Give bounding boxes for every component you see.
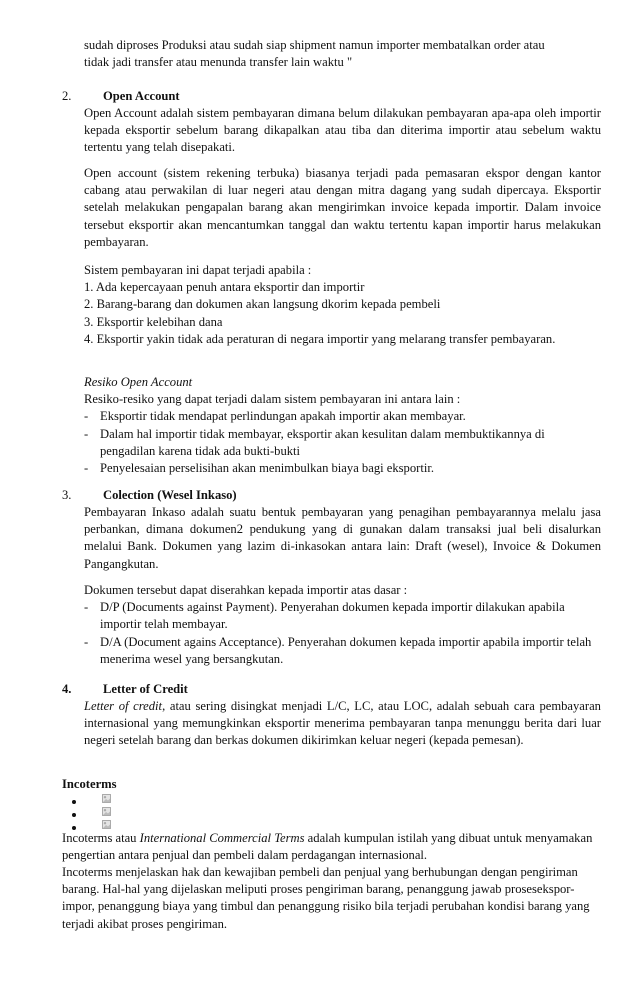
list-item: - D/A (Document agains Acceptance). Penyerahan dokumen kepada importir apabila importir telah menerima wesel yang bersangkutan.: [84, 634, 592, 666]
list-item: - Penyelesaian perselisihan akan menimbulkan biaya bagi eksportir.: [84, 461, 434, 476]
list-item: - D/P (Documents against Payment). Penyerahan dokumen kepada importir dilakukan apabila importir telah membayar.: [84, 600, 565, 632]
list-item: 4. Eksportir yakin tidak ada peraturan di negara importir yang melarang transfer pembayaran.: [84, 331, 556, 346]
bullet: [72, 813, 76, 817]
image-placeholder-icon: [102, 820, 111, 829]
section-heading-open-account: Open Account: [103, 89, 180, 103]
incoterms-heading: Incoterms: [62, 777, 117, 791]
list-intro: Sistem pembayaran ini dapat terjadi apabila :: [84, 263, 312, 277]
section-number: 4.: [62, 682, 72, 696]
intro-line: sudah diproses Produksi atau sudah siap shipment namun importer membatalkan order atau: [84, 38, 545, 52]
collection-paragraph: Pembayaran Inkaso adalah suatu bentuk pembayaran yang penagihan pembayarannya melalu jasa perbankan, dimana dokumen2 pendukung yang di gunakan dalam transaksi jual beli disalurkan melalui Bank. Dokumen yang lazim di-inkasokan antara lain: Draft (wesel), Invoice & Dokumen Pangangkutan.: [84, 505, 601, 571]
list-item: 3. Eksportir kelebihan dana: [84, 314, 223, 329]
section-number: 3.: [62, 488, 72, 502]
incoterms-paragraph: Incoterms menjelaskan hak dan kewajiban pembeli dan penjual yang berhubungan dengan pengiriman barang. Hal-hal yang dijelaskan meliputi proses pengiriman barang, penanggung jawab prosesekspor-impor, penanggung biaya yang timbul dan penanggung risiko bila terjadi perubahan kondisi barang yang terjadi akibat proses pengiriman.: [62, 865, 590, 931]
section-number: 2.: [62, 89, 72, 103]
risk-section: [84, 374, 601, 477]
list-item: 2. Barang-barang dan dokumen akan langsung dkorim kepada pembeli: [84, 297, 441, 312]
image-placeholder-icon: [102, 794, 111, 803]
collection-list: [84, 582, 601, 668]
list-item: - Dalam hal importir tidak membayar, eksportir akan kesulitan dalam membuktikannya di pengadilan karena tidak ada bukti-bukti: [84, 426, 545, 458]
section-heading-collection: Colection (Wesel Inkaso): [103, 488, 237, 502]
risk-intro: Resiko-resiko yang dapat terjadi dalam sistem pembayaran ini antara lain :: [84, 392, 461, 407]
open-account-paragraph: Open account (sistem rekening terbuka) biasanya terjadi pada pemasaran ekspor dengan kantor cabang atau perwakilan di luar negeri atau dengan mitra dagang yang sudah dipercaya. Eksportir setelah melakukan pengapalan barang akan mengirimkan invoice kepada importir. Dalam invoice tersebut eksportir akan mencantumkan tanggal dan waktu tertentu kapan importir harus melakukan pembayaran.: [84, 166, 601, 249]
risk-title: Resiko Open Account: [84, 375, 193, 389]
intro-line: tidak jadi transfer atau menunda transfer lain waktu ": [84, 55, 353, 70]
list-intro: Dokumen tersebut dapat diserahkan kepada importir atas dasar :: [84, 583, 408, 597]
list-item: 1. Ada kepercayaan penuh antara eksportir dan importir: [84, 280, 365, 295]
bullet: [72, 800, 76, 804]
section-heading-letter-of-credit: Letter of Credit: [103, 682, 188, 696]
intro-paragraph: [84, 37, 601, 71]
list-item: - Eksportir tidak mendapat perlindungan apakah importir akan membayar.: [84, 409, 466, 424]
open-account-paragraph: Open Account adalah sistem pembayaran dimana belum dilakukan pembayaran apa-apa oleh importir kepada eksportir sebelum barang dikapalkan atau tiba dan diterima importir atau sebelum waktu tertentu yang telah disepakati.: [84, 106, 601, 155]
open-account-list: [84, 262, 601, 348]
image-placeholder-icon: [102, 807, 111, 816]
letter-of-credit-paragraph: Letter of credit, atau sering disingkat menjadi L/C, LC, atau LOC, adalah sebuah cara pembayaran internasional yang memungkinkan eksportir menerima pembayaran tanpa menunggu berita dari luar negeri setelah barang dan berkas dokumen dikirimkan keluar negeri (kepada pemesan).: [84, 699, 601, 748]
incoterms-paragraph: Incoterms atau International Commercial Terms adalah kumpulan istilah yang dibuat untuk menyamakan pengertian antara penjual dan pembeli dalam perdagangan internasional.: [62, 831, 593, 863]
